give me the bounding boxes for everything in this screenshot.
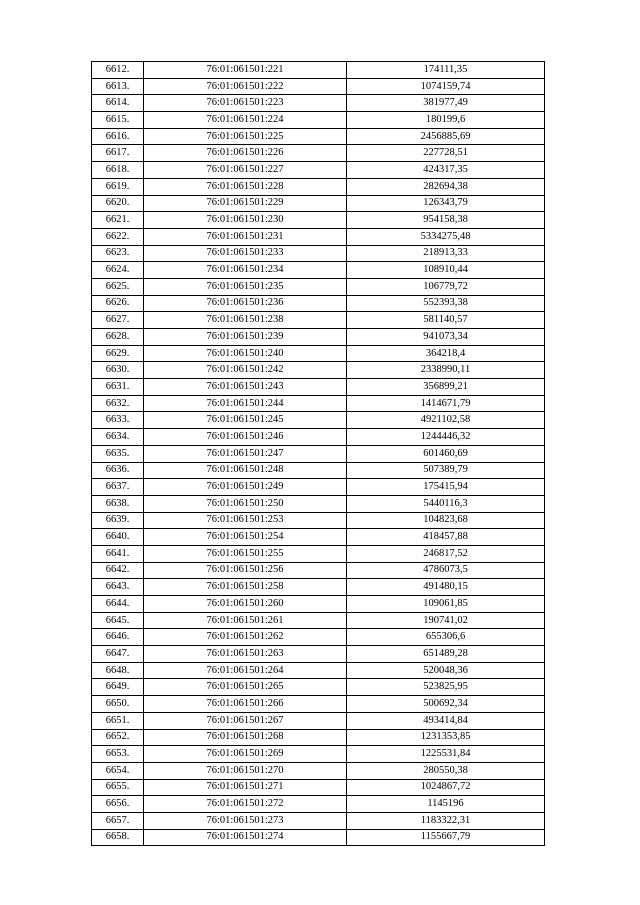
table-row: [92, 612, 545, 629]
table-row: [92, 212, 545, 229]
row-number-cell: 6655.: [92, 779, 144, 796]
cadastral-value-cell: 4786073,5: [347, 562, 545, 579]
cadastral-number-cell: 76:01:061501:221: [144, 62, 347, 79]
cadastral-value-cell: 493414,84: [347, 712, 545, 729]
row-number-cell: 6627.: [92, 312, 144, 329]
table-row: [92, 278, 545, 295]
cadastral-value-cell: 954158,38: [347, 212, 545, 229]
row-number-cell: 6623.: [92, 245, 144, 262]
cadastral-value-cell: 2338990,11: [347, 362, 545, 379]
cadastral-number-cell: 76:01:061501:223: [144, 95, 347, 112]
row-number-cell: 6651.: [92, 712, 144, 729]
table-row: [92, 112, 545, 129]
table-row: [92, 596, 545, 613]
row-number-cell: 6625.: [92, 278, 144, 295]
cadastral-value-cell: 1183322,31: [347, 812, 545, 829]
cadastral-number-cell: 76:01:061501:255: [144, 545, 347, 562]
cadastral-value-cell: 1414671,79: [347, 395, 545, 412]
cadastral-number-cell: 76:01:061501:258: [144, 579, 347, 596]
cadastral-value-cell: 651489,28: [347, 646, 545, 663]
table-row: [92, 395, 545, 412]
cadastral-number-cell: 76:01:061501:242: [144, 362, 347, 379]
cadastral-number-cell: 76:01:061501:261: [144, 612, 347, 629]
cadastral-number-cell: 76:01:061501:233: [144, 245, 347, 262]
table-row: [92, 646, 545, 663]
table-row: [92, 128, 545, 145]
row-number-cell: 6645.: [92, 612, 144, 629]
cadastral-value-cell: 1024867,72: [347, 779, 545, 796]
table-row: [92, 662, 545, 679]
cadastral-value-cell: 523825,95: [347, 679, 545, 696]
table-row: [92, 729, 545, 746]
cadastral-value-cell: 109061,85: [347, 596, 545, 613]
row-number-cell: 6613.: [92, 78, 144, 95]
cadastral-value-table: [91, 61, 545, 846]
cadastral-number-cell: 76:01:061501:229: [144, 195, 347, 212]
table-row: [92, 545, 545, 562]
cadastral-number-cell: 76:01:061501:222: [144, 78, 347, 95]
table-row: [92, 162, 545, 179]
row-number-cell: 6624.: [92, 262, 144, 279]
cadastral-value-cell: 174111,35: [347, 62, 545, 79]
cadastral-number-cell: 76:01:061501:240: [144, 345, 347, 362]
cadastral-value-cell: 5440116,3: [347, 495, 545, 512]
row-number-cell: 6653.: [92, 746, 144, 763]
row-number-cell: 6621.: [92, 212, 144, 229]
table-row: [92, 529, 545, 546]
row-number-cell: 6656.: [92, 796, 144, 813]
row-number-cell: 6654.: [92, 762, 144, 779]
cadastral-number-cell: 76:01:061501:274: [144, 829, 347, 846]
row-number-cell: 6632.: [92, 395, 144, 412]
cadastral-number-cell: 76:01:061501:249: [144, 479, 347, 496]
row-number-cell: 6636.: [92, 462, 144, 479]
cadastral-value-cell: 941073,34: [347, 329, 545, 346]
row-number-cell: 6620.: [92, 195, 144, 212]
cadastral-number-cell: 76:01:061501:226: [144, 145, 347, 162]
cadastral-number-cell: 76:01:061501:271: [144, 779, 347, 796]
row-number-cell: 6612.: [92, 62, 144, 79]
row-number-cell: 6617.: [92, 145, 144, 162]
cadastral-number-cell: 76:01:061501:246: [144, 429, 347, 446]
row-number-cell: 6641.: [92, 545, 144, 562]
cadastral-value-cell: 520048,36: [347, 662, 545, 679]
table-row: [92, 95, 545, 112]
cadastral-value-cell: 5334275,48: [347, 228, 545, 245]
table-row: [92, 379, 545, 396]
table-row: [92, 295, 545, 312]
table-row: [92, 579, 545, 596]
cadastral-value-cell: 218913,33: [347, 245, 545, 262]
row-number-cell: 6644.: [92, 596, 144, 613]
cadastral-value-cell: 1145196: [347, 796, 545, 813]
table-row: [92, 312, 545, 329]
table-row: [92, 445, 545, 462]
cadastral-value-cell: 424317,35: [347, 162, 545, 179]
table-row: [92, 178, 545, 195]
cadastral-number-cell: 76:01:061501:247: [144, 445, 347, 462]
cadastral-value-cell: 552393,38: [347, 295, 545, 312]
row-number-cell: 6652.: [92, 729, 144, 746]
cadastral-number-cell: 76:01:061501:236: [144, 295, 347, 312]
cadastral-number-cell: 76:01:061501:235: [144, 278, 347, 295]
cadastral-value-cell: 601460,69: [347, 445, 545, 462]
row-number-cell: 6649.: [92, 679, 144, 696]
row-number-cell: 6648.: [92, 662, 144, 679]
cadastral-value-cell: 500692,34: [347, 696, 545, 713]
cadastral-value-cell: 280550,38: [347, 762, 545, 779]
table-row: [92, 679, 545, 696]
table-row: [92, 78, 545, 95]
cadastral-value-cell: 126343,79: [347, 195, 545, 212]
cadastral-number-cell: 76:01:061501:231: [144, 228, 347, 245]
cadastral-number-cell: 76:01:061501:262: [144, 629, 347, 646]
cadastral-number-cell: 76:01:061501:266: [144, 696, 347, 713]
row-number-cell: 6650.: [92, 696, 144, 713]
row-number-cell: 6615.: [92, 112, 144, 129]
cadastral-number-cell: 76:01:061501:248: [144, 462, 347, 479]
row-number-cell: 6618.: [92, 162, 144, 179]
table-row: [92, 812, 545, 829]
row-number-cell: 6616.: [92, 128, 144, 145]
row-number-cell: 6622.: [92, 228, 144, 245]
row-number-cell: 6646.: [92, 629, 144, 646]
cadastral-value-cell: 227728,51: [347, 145, 545, 162]
table-row: [92, 696, 545, 713]
row-number-cell: 6638.: [92, 495, 144, 512]
cadastral-value-cell: 1074159,74: [347, 78, 545, 95]
table-row: [92, 796, 545, 813]
table-row: [92, 195, 545, 212]
table-row: [92, 829, 545, 846]
cadastral-number-cell: 76:01:061501:227: [144, 162, 347, 179]
row-number-cell: 6658.: [92, 829, 144, 846]
cadastral-value-cell: 246817,52: [347, 545, 545, 562]
cadastral-number-cell: 76:01:061501:245: [144, 412, 347, 429]
cadastral-value-cell: 507389,79: [347, 462, 545, 479]
cadastral-number-cell: 76:01:061501:239: [144, 329, 347, 346]
cadastral-number-cell: 76:01:061501:256: [144, 562, 347, 579]
cadastral-number-cell: 76:01:061501:238: [144, 312, 347, 329]
cadastral-number-cell: 76:01:061501:272: [144, 796, 347, 813]
cadastral-value-cell: 655306,6: [347, 629, 545, 646]
row-number-cell: 6640.: [92, 529, 144, 546]
cadastral-value-cell: 175415,94: [347, 479, 545, 496]
table-row: [92, 362, 545, 379]
table-row: [92, 779, 545, 796]
row-number-cell: 6637.: [92, 479, 144, 496]
cadastral-number-cell: 76:01:061501:260: [144, 596, 347, 613]
row-number-cell: 6628.: [92, 329, 144, 346]
table-row: [92, 746, 545, 763]
table-body: [92, 62, 545, 846]
table-row: [92, 145, 545, 162]
cadastral-value-cell: 2456885,69: [347, 128, 545, 145]
cadastral-number-cell: 76:01:061501:267: [144, 712, 347, 729]
table-row: [92, 345, 545, 362]
row-number-cell: 6647.: [92, 646, 144, 663]
cadastral-value-cell: 581140,57: [347, 312, 545, 329]
cadastral-number-cell: 76:01:061501:269: [144, 746, 347, 763]
cadastral-number-cell: 76:01:061501:224: [144, 112, 347, 129]
cadastral-number-cell: 76:01:061501:244: [144, 395, 347, 412]
cadastral-value-cell: 104823,68: [347, 512, 545, 529]
table-row: [92, 62, 545, 79]
cadastral-number-cell: 76:01:061501:273: [144, 812, 347, 829]
row-number-cell: 6657.: [92, 812, 144, 829]
cadastral-number-cell: 76:01:061501:250: [144, 495, 347, 512]
cadastral-number-cell: 76:01:061501:228: [144, 178, 347, 195]
row-number-cell: 6626.: [92, 295, 144, 312]
cadastral-value-cell: 381977,49: [347, 95, 545, 112]
cadastral-number-cell: 76:01:061501:254: [144, 529, 347, 546]
table-row: [92, 495, 545, 512]
row-number-cell: 6633.: [92, 412, 144, 429]
cadastral-number-cell: 76:01:061501:243: [144, 379, 347, 396]
cadastral-number-cell: 76:01:061501:270: [144, 762, 347, 779]
table-row: [92, 412, 545, 429]
table-row: [92, 762, 545, 779]
row-number-cell: 6643.: [92, 579, 144, 596]
table-row: [92, 228, 545, 245]
cadastral-number-cell: 76:01:061501:234: [144, 262, 347, 279]
cadastral-number-cell: 76:01:061501:225: [144, 128, 347, 145]
row-number-cell: 6630.: [92, 362, 144, 379]
row-number-cell: 6642.: [92, 562, 144, 579]
table-row: [92, 429, 545, 446]
cadastral-value-cell: 106779,72: [347, 278, 545, 295]
cadastral-value-cell: 418457,88: [347, 529, 545, 546]
cadastral-number-cell: 76:01:061501:265: [144, 679, 347, 696]
cadastral-value-cell: 1244446,32: [347, 429, 545, 446]
cadastral-value-cell: 180199,6: [347, 112, 545, 129]
cadastral-number-cell: 76:01:061501:268: [144, 729, 347, 746]
table-row: [92, 245, 545, 262]
table-row: [92, 629, 545, 646]
cadastral-value-cell: 364218,4: [347, 345, 545, 362]
cadastral-value-cell: 190741,02: [347, 612, 545, 629]
table-row: [92, 562, 545, 579]
cadastral-value-cell: 491480,15: [347, 579, 545, 596]
row-number-cell: 6634.: [92, 429, 144, 446]
table-row: [92, 512, 545, 529]
cadastral-value-cell: 356899,21: [347, 379, 545, 396]
row-number-cell: 6629.: [92, 345, 144, 362]
cadastral-number-cell: 76:01:061501:230: [144, 212, 347, 229]
table-row: [92, 479, 545, 496]
cadastral-value-cell: 1231353,85: [347, 729, 545, 746]
cadastral-value-cell: 4921102,58: [347, 412, 545, 429]
cadastral-number-cell: 76:01:061501:264: [144, 662, 347, 679]
row-number-cell: 6639.: [92, 512, 144, 529]
row-number-cell: 6631.: [92, 379, 144, 396]
table-row: [92, 329, 545, 346]
cadastral-value-cell: 282694,38: [347, 178, 545, 195]
cadastral-value-cell: 1155667,79: [347, 829, 545, 846]
table-row: [92, 712, 545, 729]
cadastral-value-cell: 108910,44: [347, 262, 545, 279]
cadastral-number-cell: 76:01:061501:263: [144, 646, 347, 663]
cadastral-value-cell: 1225531,84: [347, 746, 545, 763]
row-number-cell: 6635.: [92, 445, 144, 462]
row-number-cell: 6619.: [92, 178, 144, 195]
table-row: [92, 462, 545, 479]
row-number-cell: 6614.: [92, 95, 144, 112]
table-row: [92, 262, 545, 279]
cadastral-number-cell: 76:01:061501:253: [144, 512, 347, 529]
